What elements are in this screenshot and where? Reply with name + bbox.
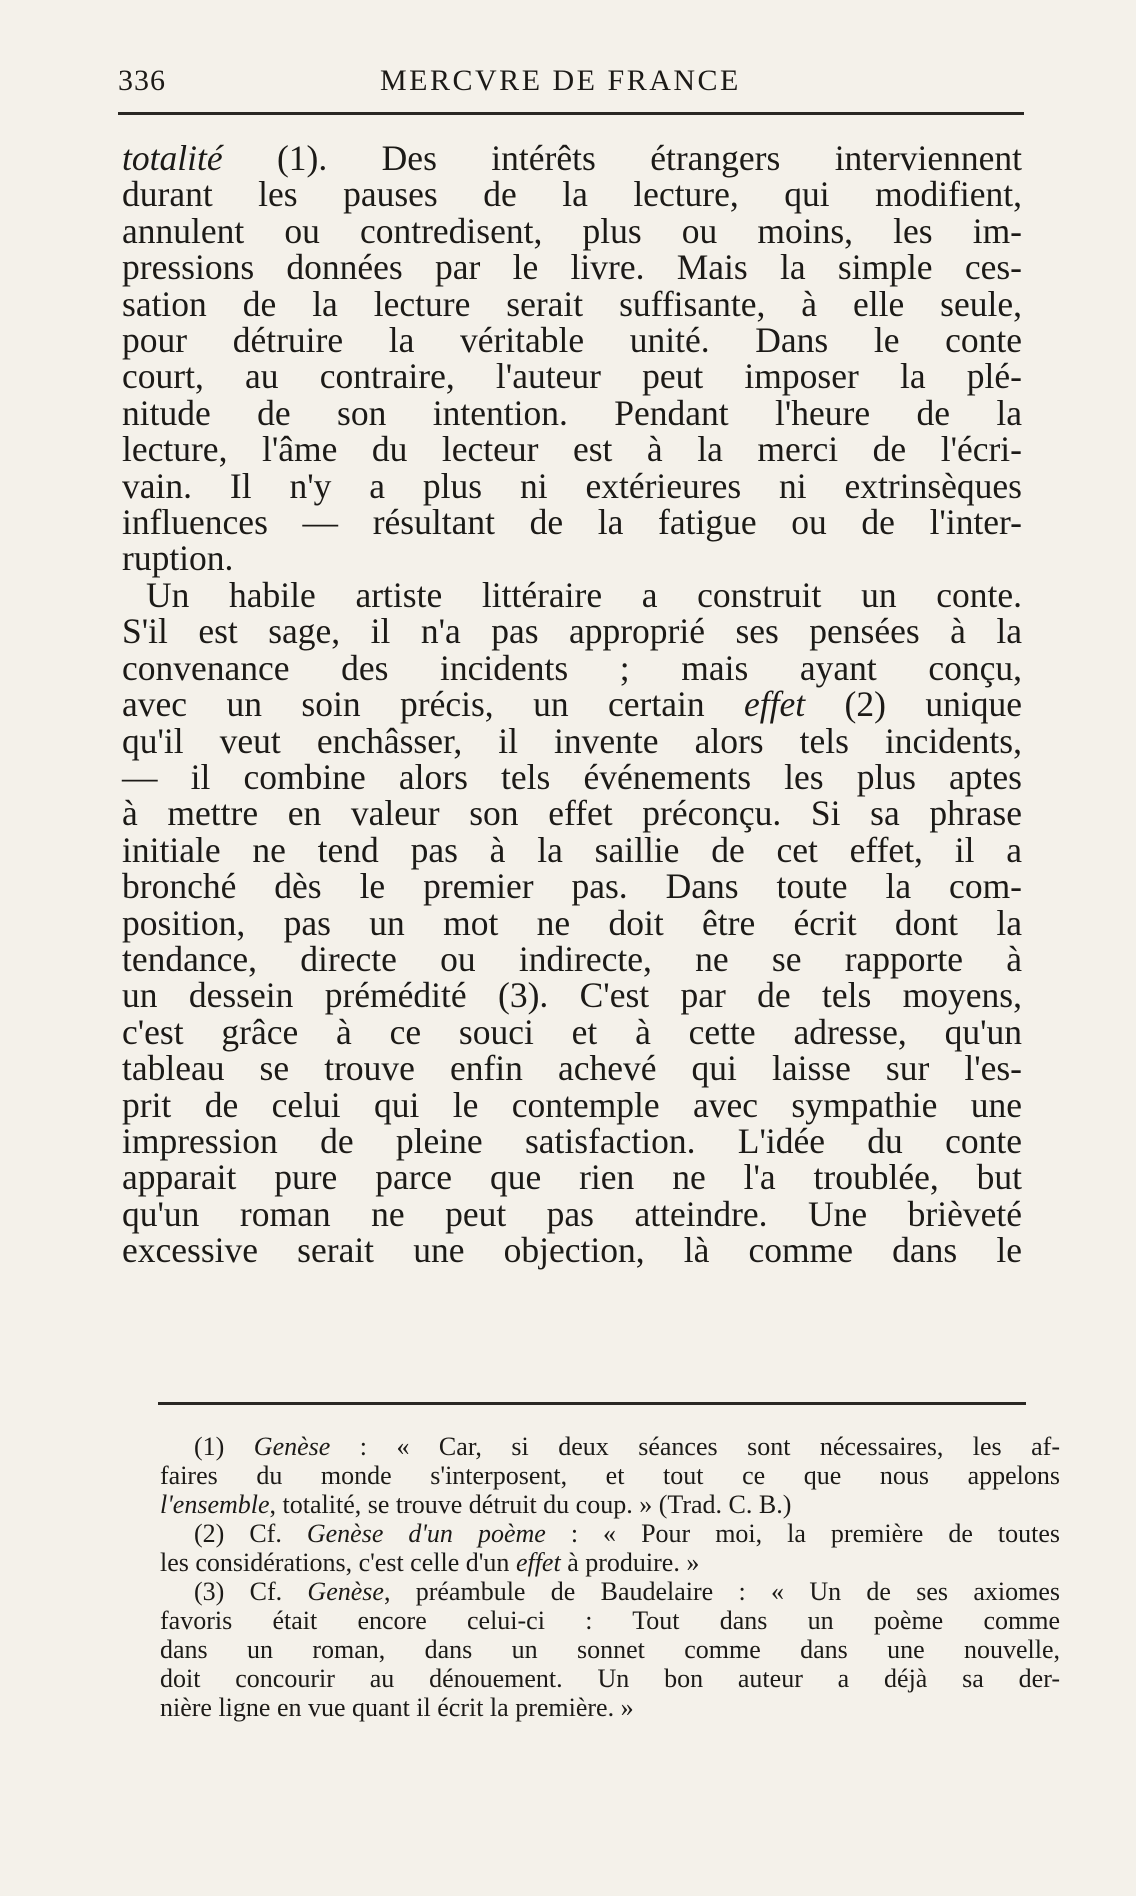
footnotes — [160, 1432, 1060, 1722]
text-line: durant les pauses de la lecture, qui modifient, — [122, 174, 1022, 215]
footnote-line: doit concourir au dénouement. Un bon auteur a déjà sa der- — [160, 1664, 1060, 1693]
text-line: pour détruire la véritable unité. Dans le conte — [122, 320, 1022, 361]
text-line: Un habile artiste littéraire a construit un conte. — [146, 574, 1022, 615]
text-line: qu'un roman ne peut pas atteindre. Une brièveté — [122, 1193, 1022, 1234]
text-line: un dessein prémédité (3). C'est par de tels moyens, — [122, 975, 1022, 1016]
footnote-line: (1) Genèse : « Car, si deux séances sont nécessaires, les af- — [194, 1432, 1060, 1461]
text-line: convenance des incidents ; mais ayant conçu, — [122, 647, 1022, 688]
footnote-line: (3) Cf. Genèse, préambule de Baudelaire : « Un de ses axiomes — [194, 1577, 1060, 1606]
footnote-line: les considérations, c'est celle d'un effet à produire. » — [160, 1548, 700, 1577]
text-line: avec un soin précis, un certain effet (2) unique — [122, 684, 1023, 725]
text-line: excessive serait une objection, là comme dans le — [122, 1230, 1022, 1271]
text-line: ruption. — [122, 538, 234, 579]
header-rule — [118, 112, 1024, 115]
italic-word: effet — [744, 684, 806, 725]
footnote-line: dans un roman, dans un sonnet comme dans une nouvelle, — [160, 1635, 1060, 1664]
paragraph-2 — [122, 574, 1023, 1271]
text-line: sation de la lecture serait suffisante, à elle seule, — [122, 283, 1022, 324]
text-line: impression de pleine satisfaction. L'idée du conte — [122, 1120, 1022, 1161]
text-line: initiale ne tend pas à la saillie de cet effet, il a — [122, 829, 1022, 870]
italic-word: totalité — [122, 138, 223, 178]
footnote-line: l'ensemble, totalité, se trouve détruit du coup. » (Trad. C. B.) — [160, 1490, 792, 1519]
text-line: bronché dès le premier pas. Dans toute la com- — [122, 866, 1022, 907]
body-text — [122, 140, 1022, 1269]
footnote-2 — [160, 1519, 1060, 1577]
text-line: à mettre en valeur son effet préconçu. Si sa phrase — [122, 793, 1022, 834]
text-line: apparait pure parce que rien ne l'a troublée, but — [122, 1157, 1022, 1198]
text-line: — il combine alors tels événements les plus aptes — [122, 756, 1022, 797]
footnote-line: (2) Cf. Genèse d'un poème : « Pour moi, la première de toutes — [194, 1519, 1060, 1548]
text-line: annulent ou contredisent, plus ou moins, les im- — [122, 210, 1022, 251]
text-line: pressions données par le livre. Mais la simple ces- — [122, 247, 1022, 288]
text-line: tendance, directe ou indirecte, ne se rapporte à — [122, 938, 1022, 979]
footnote-1 — [160, 1432, 1060, 1519]
footnote-line: nière ligne en vue quant il écrit la première. » — [160, 1693, 634, 1722]
footnote-3 — [160, 1577, 1060, 1722]
text-line: vain. Il n'y a plus ni extérieures ni extrinsèques — [122, 465, 1022, 506]
text-line: lecture, l'âme du lecteur est à la merci de l'écri- — [122, 429, 1022, 470]
footnote-rule — [158, 1402, 1026, 1405]
page-number: 336 — [118, 64, 166, 97]
text-line: totalité (1). Des intérêts étrangers interviennent — [122, 138, 1022, 178]
paragraph-1 — [122, 140, 1022, 577]
text-line: tableau se trouve enfin achevé qui laisse sur l'es- — [122, 1048, 1022, 1089]
text-line: c'est grâce à ce souci et à cette adresse, qu'un — [122, 1011, 1022, 1052]
text-line: nitude de son intention. Pendant l'heure de la — [122, 392, 1022, 433]
text-line: S'il est sage, il n'a pas approprié ses pensées à la — [122, 611, 1022, 652]
text-line: qu'il veut enchâsser, il invente alors tels incidents, — [122, 720, 1022, 761]
text-line: position, pas un mot ne doit être écrit dont la — [122, 902, 1022, 943]
text-line: court, au contraire, l'auteur peut imposer la plé- — [122, 356, 1022, 397]
running-title: MERCVRE DE FRANCE — [380, 64, 741, 97]
text-line: prit de celui qui le contemple avec sympathie une — [122, 1084, 1022, 1125]
page-header — [118, 58, 1024, 106]
footnote-line: favoris était encore celui-ci : Tout dans un poème comme — [160, 1606, 1060, 1635]
footnote-line: faires du monde s'interposent, et tout ce que nous appelons — [160, 1461, 1060, 1490]
text-line: influences — résultant de la fatigue ou de l'inter- — [122, 502, 1022, 543]
